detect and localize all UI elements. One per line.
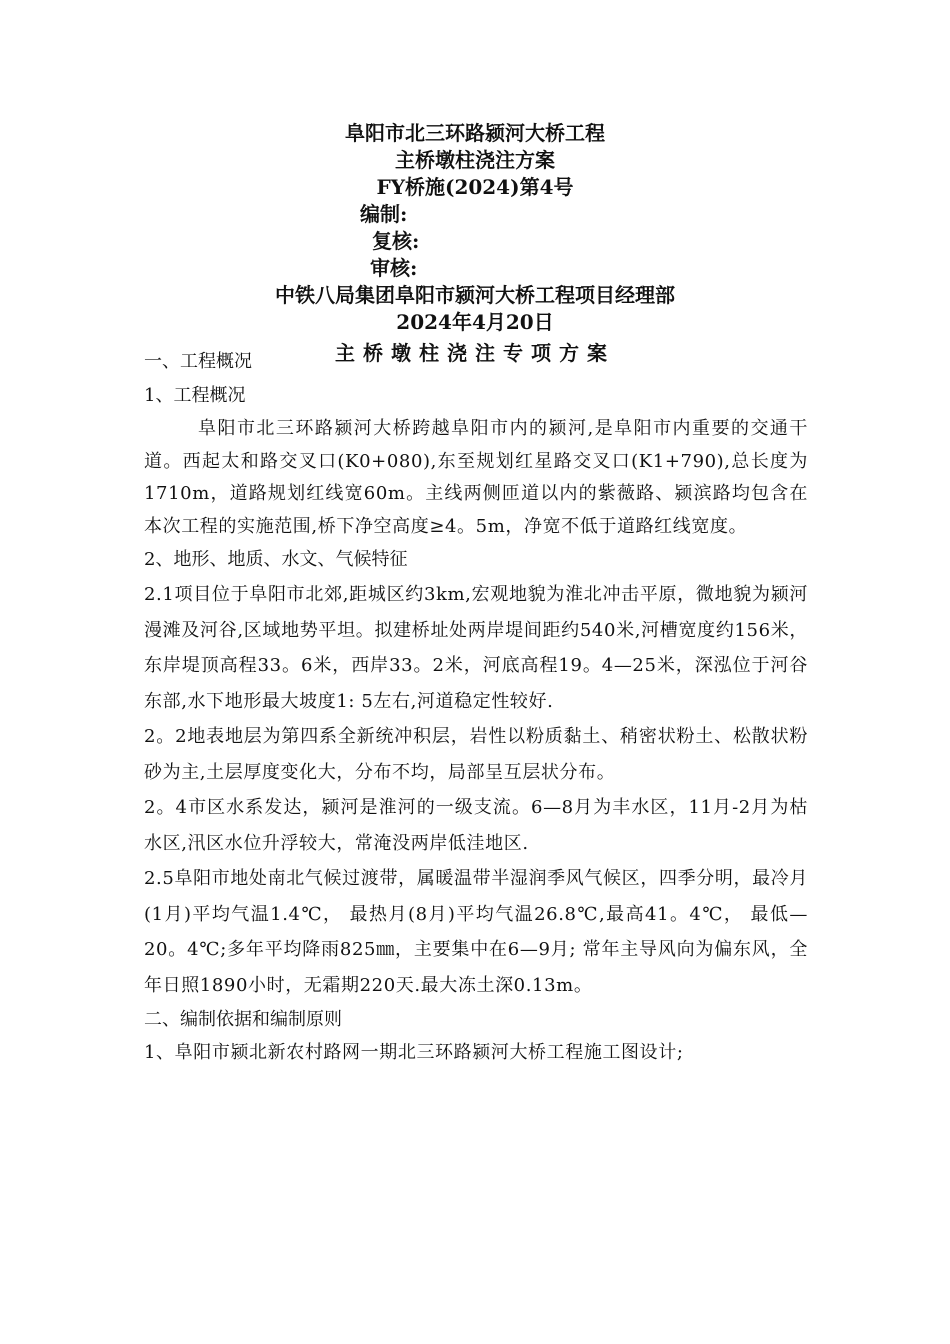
- paragraph-2-4: 2。4市区水系发达，颍河是淮河的一级支流。6—8月为丰水区，11月-2月为枯水区,汛区水位升浮较大，常淹没两岸低洼地区.: [144, 797, 808, 854]
- project-title: 阜阳市北三环路颍河大桥工程: [345, 121, 605, 145]
- paragraph-2-1: 2.1项目位于阜阳市北郊,距城区约3km,宏观地貌为淮北冲击平原，微地貌为颍河漫滩及河谷,区域地势平坦。拟建桥址处两岸堤间距约540米,河槽宽度约156米，东岸堤顶高程33。6米，西岸33。2米，河底高程19。4—25米，深泓位于河谷东部,水下地形最大坡度1: 5左右,河道稳定性较好.: [144, 584, 808, 712]
- document-date: 2024年4月20日: [396, 310, 554, 334]
- plan-name: 主桥墩柱浇注方案: [395, 148, 555, 172]
- basis-item-1: 1、阜阳市颍北新农村路网一期北三环路颍河大桥工程施工图设计;: [144, 1042, 684, 1063]
- paragraph-2-2: 2。2地表地层为第四系全新统冲积层，岩性以粉质黏土、稍密状粉土、松散状粉砂为主,土层厚度变化大，分布不均，局部呈互层状分布。: [144, 726, 808, 783]
- organization: 中铁八局集团阜阳市颍河大桥工程项目经理部: [275, 283, 675, 307]
- reviewed-by: 复核:: [372, 229, 420, 253]
- paragraph-2-5: 2.5阜阳市地处南北气候过渡带，属暖温带半湿润季风气候区，四季分明，最冷月(1月)平均气温1.4℃， 最热月(8月)平均气温26.8℃,最高41。4℃， 最低—20。4℃;多年平均降雨825㎜，主要集中在6—9月; 常年主导风向为偏东风，全年日照1890小时，无霜期220天.最大冻土深0.13m。: [144, 868, 808, 996]
- section-1-1-heading: 1、工程概况: [144, 385, 246, 406]
- overview-paragraph: 阜阳市北三环路颍河大桥跨越阜阳市内的颍河,是阜阳市内重要的交通干道。西起太和路交叉口(K0+080),东至规划红星路交叉口(K1+790),总长度为1710m，道路规划红线宽60m。主线两侧匝道以内的紫薇路、颍滨路均包含在本次工程的实施范围,桥下净空高度≥4。5m，净宽不低于道路红线宽度。: [144, 418, 808, 537]
- section-1-heading: 一、工程概况: [144, 351, 252, 372]
- doc-number: FY桥施(2024)第4号: [376, 175, 574, 199]
- document-body: [144, 345, 808, 1070]
- main-title: 主桥墩柱浇注专项方案: [335, 341, 615, 365]
- cover-block: [0, 120, 950, 368]
- compiled-by: 编制:: [360, 202, 408, 226]
- approved-by: 审核:: [370, 256, 418, 280]
- section-1-2-heading: 2、地形、地质、水文、气候特征: [144, 549, 408, 570]
- section-2-heading: 二、编制依据和编制原则: [144, 1009, 342, 1030]
